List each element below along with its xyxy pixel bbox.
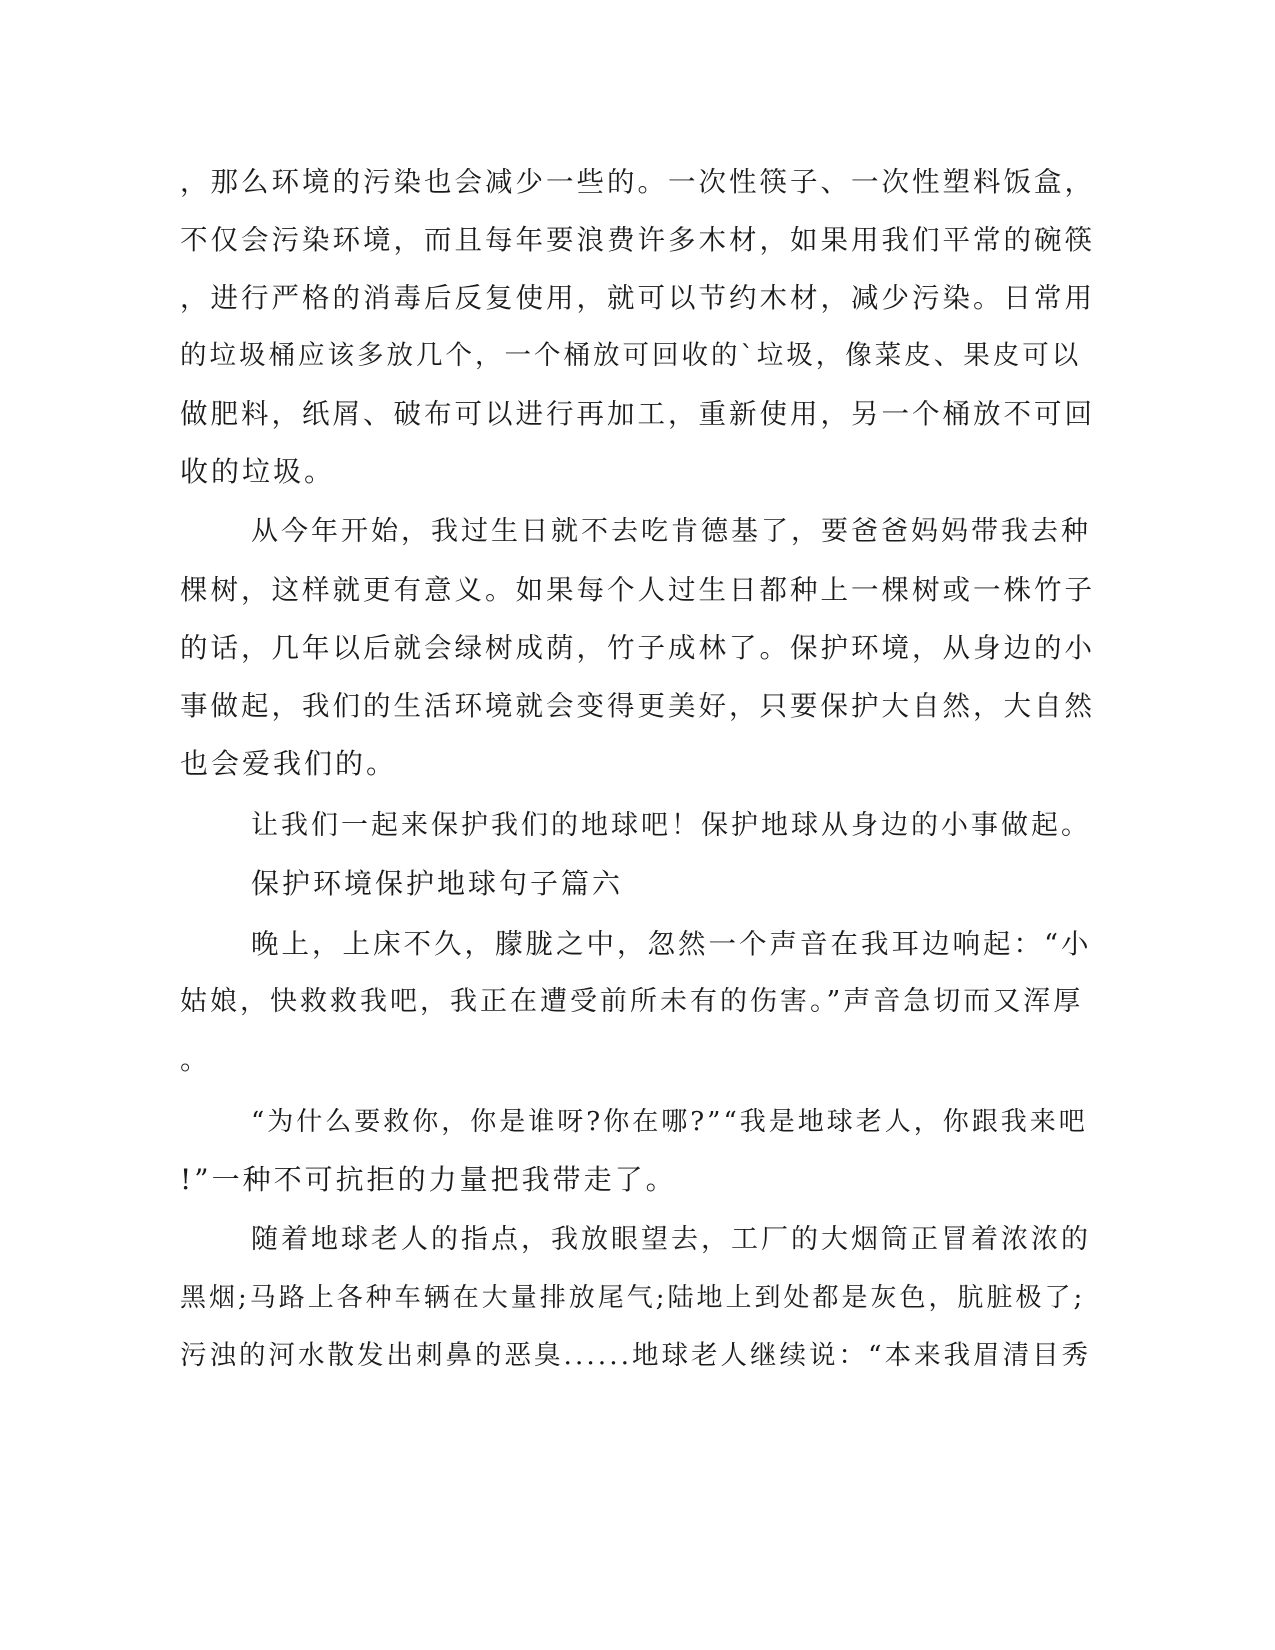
text-line: 做肥料，纸屑、破布可以进行再加工，重新使用，另一个桶放不可回: [180, 398, 1095, 430]
text-line: 棵树，这样就更有意义。如果每个人过生日都种上一棵树或一株竹子: [180, 574, 1095, 606]
text-line: 也会爱我们的。: [180, 747, 398, 780]
paragraph-first-line: 晚上，上床不久，朦胧之中，忽然一个声音在我耳边响起：“小: [251, 928, 1092, 960]
section-heading: 保护环境保护地球句子篇六: [251, 867, 624, 900]
text-line: 不仅会污染环境，而且每年要浪费许多木材，如果用我们平常的碗筷: [180, 224, 1095, 256]
paragraph-first-line: 随着地球老人的指点，我放眼望去，工厂的大烟筒正冒着浓浓的: [251, 1224, 1091, 1255]
text-line: ，进行严格的消毒后反复使用，就可以节约木材，减少污染。日常用: [180, 282, 1095, 314]
paragraph-first-line: 让我们一起来保护我们的地球吧！保护地球从身边的小事做起。: [251, 810, 1091, 841]
text-line: 污浊的河水散发出刺鼻的恶臭......地球老人继续说：“本来我眉清目秀: [180, 1340, 1092, 1371]
text-line: !”一种不可抗拒的力量把我带走了。: [180, 1163, 677, 1196]
text-line: 。: [180, 1043, 212, 1076]
text-line: 黑烟;马路上各种车辆在大量排放尾气;陆地上到处都是灰色，肮脏极了;: [180, 1283, 1086, 1313]
text-line: 的垃圾桶应该多放几个，一个桶放可回收的`垃圾，像菜皮、果皮可以: [180, 340, 1082, 371]
text-line: 的话，几年以后就会绿树成荫，竹子成林了。保护环境，从身边的小: [180, 632, 1095, 664]
text-line: 姑娘，快救救我吧，我正在遭受前所未有的伤害。”声音急切而又浑厚: [180, 986, 1084, 1017]
text-line: 收的垃圾。: [180, 455, 336, 488]
paragraph-first-line: “为什么要救你，你是谁呀?你在哪?”“我是地球老人，你跟我来吧: [251, 1107, 1088, 1137]
paragraph-first-line: 从今年开始，我过生日就不去吃肯德基了，要爸爸妈妈带我去种: [251, 516, 1091, 547]
text-line: ，那么环境的污染也会减少一些的。一次性筷子、一次性塑料饭盒，: [180, 166, 1095, 198]
text-line: 事做起，我们的生活环境就会变得更美好，只要保护大自然，大自然: [180, 690, 1095, 722]
